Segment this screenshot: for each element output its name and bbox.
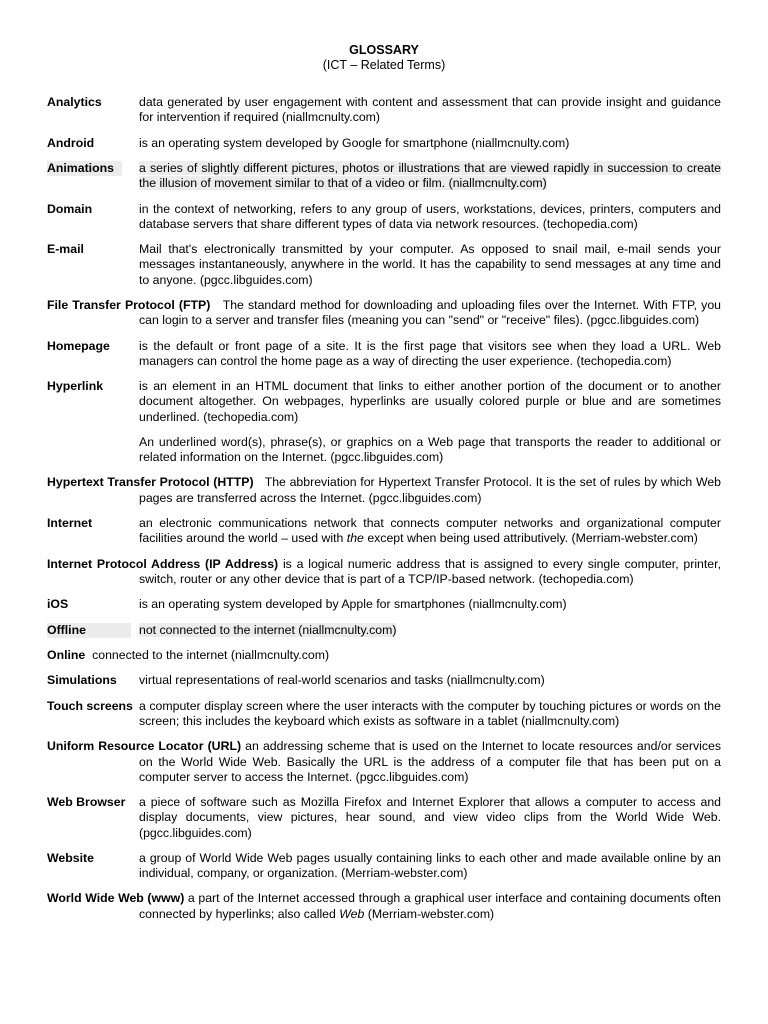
glossary-entry-ip-address <box>47 557 721 587</box>
glossary-entry-animations <box>47 161 721 191</box>
glossary-entry-url <box>47 739 721 785</box>
glossary-term: Internet Protocol Address (IP Address) <box>47 556 279 571</box>
glossary-term: Simulations <box>47 673 117 688</box>
glossary-definition: is the default or front page of a site. It is the first page that visitors see when they load a URL. Web managers can control the home page as a way of directing the user experience. (techopedia.com) <box>139 338 721 368</box>
glossary-entry-http <box>47 475 721 505</box>
glossary-term: Online <box>47 647 86 662</box>
glossary-entry-internet <box>47 516 721 546</box>
glossary-definition: connected to the internet (niallmcnulty.com) <box>92 647 330 662</box>
glossary-entry-email <box>47 242 721 288</box>
glossary-definition: is an element in an HTML document that links to either another portion of the document or to another document altogether. On webpages, hyperlinks are usually colored purple or blue and are sometimes underlined. (techopedia.com) <box>139 379 721 424</box>
glossary-definition: a part of the Internet accessed through a graphical user interface and containing documents often connected by hyperlinks; also called Web (Merriam-webster.com) <box>139 891 721 921</box>
glossary-entry-online <box>47 648 721 663</box>
glossary-definition: an addressing scheme that is used on the Internet to locate resources and/or services on the World Wide Web. Basically the URL is the address of a computer file that has been put on a computer server to access the Internet. (pgcc.libguides.com) <box>139 739 721 784</box>
glossary-term: Web Browser <box>47 795 126 810</box>
glossary-term: Touch screens <box>47 698 133 713</box>
glossary-term: iOS <box>47 597 69 612</box>
glossary-definition: is a logical numeric address that is assigned to every single computer, printer, switch, router or any other device that is part of a TCP/IP-based network. (techopedia.com) <box>139 556 721 586</box>
glossary-entry-touch-screens <box>47 699 721 729</box>
glossary-entry-ios <box>47 597 721 612</box>
glossary-term: Hypertext Transfer Protocol (HTTP) <box>47 475 254 490</box>
glossary-list <box>47 95 721 932</box>
glossary-definition: not connected to the internet (niallmcnulty.com) <box>139 622 397 637</box>
glossary-term: E-mail <box>47 242 84 257</box>
glossary-definition: virtual representations of real-world scenarios and tasks (niallmcnulty.com) <box>139 673 545 688</box>
glossary-definition: is an operating system developed by Google for smartphone (niallmcnulty.com) <box>139 135 570 150</box>
glossary-definition: a computer display screen where the user interacts with the computer by touching pictures or words on the screen; this includes the keyboard which exists as software in a tablet (niallmcnulty.com) <box>139 698 721 728</box>
glossary-entry-domain <box>47 202 721 232</box>
glossary-term: Internet <box>47 515 93 530</box>
glossary-definition: a group of World Wide Web pages usually containing links to each other and made available online by an individual, company, or organization. (Merriam-webster.com) <box>139 850 721 881</box>
glossary-entry-hyperlink <box>47 379 721 465</box>
glossary-definition: The standard method for downloading and uploading files over the Internet. With FTP, you can login to a server and transfer files (meaning you can "send" or "receive" files). (pgcc.libguides.com) <box>139 297 721 328</box>
glossary-entry-www <box>47 891 721 921</box>
glossary-entry-android <box>47 136 721 151</box>
glossary-term: Analytics <box>47 95 102 109</box>
glossary-term: File Transfer Protocol (FTP) <box>47 297 211 312</box>
title-block <box>0 43 768 73</box>
glossary-definition: The abbreviation for Hypertext Transfer Protocol. It is the set of rules by which Web pages are transferred across the Internet. (pgcc.libguides.com) <box>139 475 722 505</box>
glossary-definition: data generated by user engagement with content and assessment that can provide insight and guidance for intervention if required (niallmcnulty.com) <box>139 95 721 125</box>
glossary-term: Website <box>47 850 94 865</box>
glossary-entry-web-browser <box>47 795 721 841</box>
glossary-definition: Mail that's electronically transmitted by your computer. As opposed to snail mail, e-mail sends your messages instantaneously, anywhere in the world. It has the capability to send messages at any time and to anyone. (pgcc.libguides.com) <box>139 242 721 287</box>
glossary-entry-website <box>47 851 721 881</box>
glossary-entry-offline <box>47 623 721 638</box>
glossary-entry-ftp <box>47 298 721 328</box>
glossary-term: Offline <box>47 623 131 638</box>
glossary-term: World Wide Web (www) <box>47 891 185 906</box>
glossary-entry-analytics <box>47 95 721 125</box>
glossary-term: Android <box>47 135 95 150</box>
page-subtitle: (ICT – Related Terms) <box>322 58 446 72</box>
glossary-entry-simulations <box>47 673 721 688</box>
glossary-term: Homepage <box>47 338 110 353</box>
glossary-term: Uniform Resource Locator (URL) <box>47 739 242 754</box>
glossary-term: Domain <box>47 201 93 216</box>
glossary-definition: a piece of software such as Mozilla Firefox and Internet Explorer that allows a computer to access and display documents, view pictures, hear sound, and view video clips from the World Wide Web. (pgcc.libguides.com) <box>139 795 721 840</box>
glossary-term: Hyperlink <box>47 379 104 394</box>
page-title: GLOSSARY <box>349 43 419 57</box>
glossary-definition: is an operating system developed by Apple for smartphones (niallmcnulty.com) <box>139 597 567 612</box>
glossary-entry-homepage <box>47 339 721 369</box>
glossary-definition: in the context of networking, refers to any group of users, workstations, devices, printers, computers and database servers that share different types of data via network resources. (techopedia.com) <box>139 201 721 231</box>
glossary-term: Animations <box>47 161 122 176</box>
glossary-definition-alt: An underlined word(s), phrase(s), or graphics on a Web page that transports the reader to additional or related information on the Internet. (pgcc.libguides.com) <box>139 434 721 464</box>
glossary-definition: an electronic communications network that connects computer networks and organizational computer facilities around the world – used with the except when being used attributively. (Merriam-webster.com) <box>139 515 721 546</box>
glossary-definition: a series of slightly different pictures, photos or illustrations that are viewed rapidly in succession to create the illusion of movement similar to that of a video or film. (niallmcnulty.com) <box>139 160 721 191</box>
